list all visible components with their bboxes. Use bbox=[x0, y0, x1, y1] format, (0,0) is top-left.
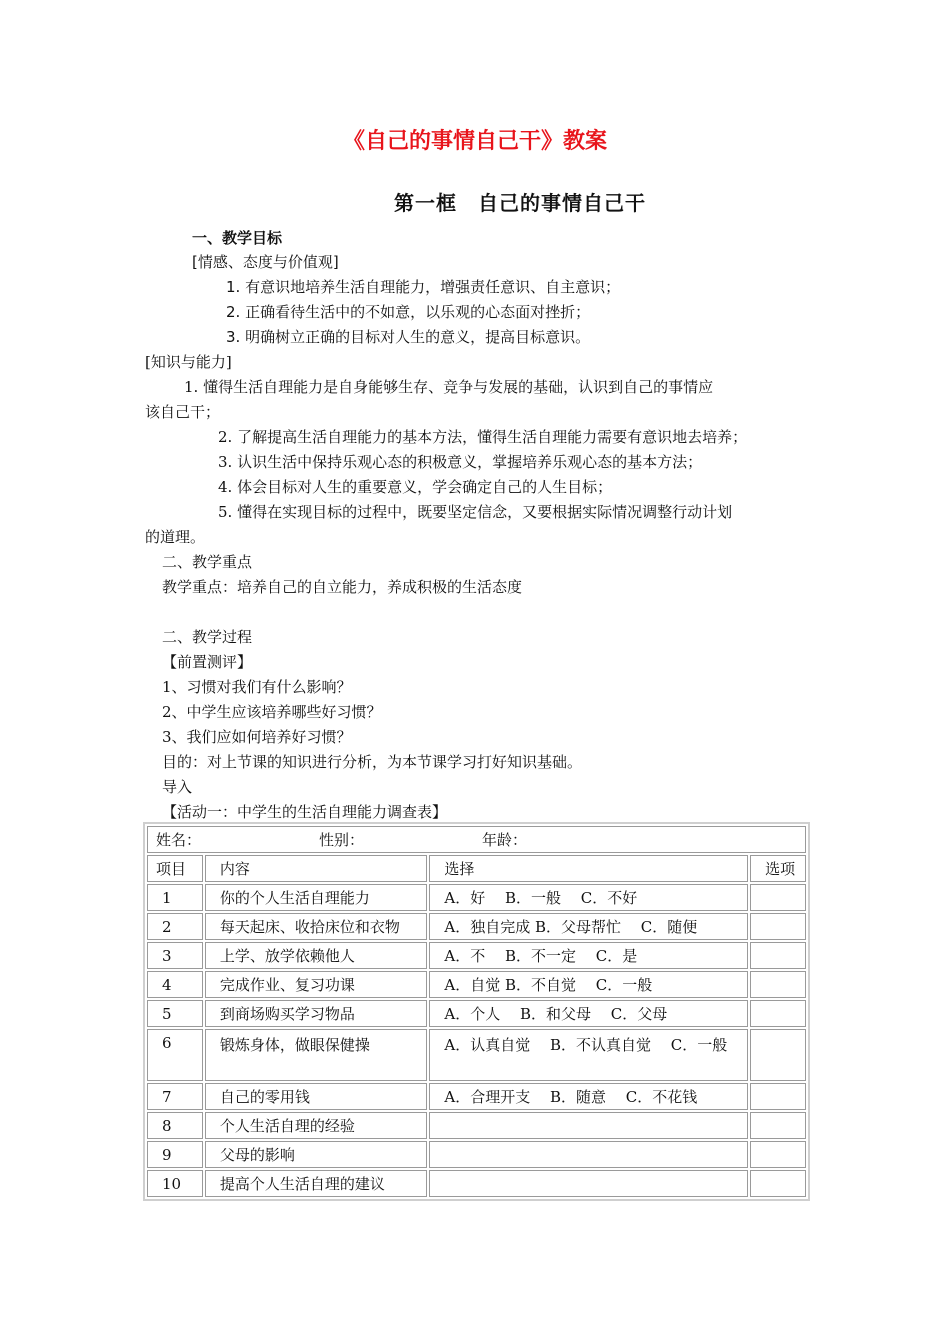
goals-heading: 一、教学目标 bbox=[192, 229, 283, 247]
focus-heading: 二、教学重点 bbox=[162, 553, 253, 571]
row-number: 1 bbox=[147, 884, 203, 911]
knowledge-item-3: 3. 认识生活中保持乐观心态的积极意义，掌握培养乐观心态的基本方法； bbox=[218, 453, 703, 471]
emotion-item-1: 1. 有意识地培养生活自理能力，增强责任意识、自主意识； bbox=[226, 278, 621, 296]
row-content: 每天起床、收拾床位和衣物 bbox=[205, 913, 428, 940]
row-content: 到商场购买学习物品 bbox=[205, 1000, 428, 1027]
section-subtitle: 第一框 自己的事情自己干 bbox=[394, 191, 646, 215]
row-choice[interactable] bbox=[429, 1141, 748, 1168]
row-number: 5 bbox=[147, 1000, 203, 1027]
row-choice: A．个人 B．和父母 C．父母 bbox=[429, 1000, 748, 1027]
table-row bbox=[147, 1083, 806, 1110]
table-row bbox=[147, 942, 806, 969]
row-option-cell[interactable] bbox=[750, 1141, 806, 1168]
row-choice[interactable] bbox=[429, 1112, 748, 1139]
row-number: 6 bbox=[147, 1029, 203, 1081]
survey-info-cell bbox=[147, 826, 806, 853]
row-choice: A．不 B．不一定 C．是 bbox=[429, 942, 748, 969]
emotion-item-2: 2. 正确看待生活中的不如意，以乐观的心态面对挫折； bbox=[226, 303, 591, 321]
row-option-cell[interactable] bbox=[750, 884, 806, 911]
survey-info-row bbox=[147, 826, 806, 853]
row-choice: A．合理开支 B．随意 C．不花钱 bbox=[429, 1083, 748, 1110]
row-option-cell[interactable] bbox=[750, 1000, 806, 1027]
intro-text: 导入 bbox=[162, 778, 193, 796]
knowledge-item-1-cont: 该自己干； bbox=[145, 403, 221, 421]
row-content: 个人生活自理的经验 bbox=[205, 1112, 428, 1139]
row-content: 父母的影响 bbox=[205, 1141, 428, 1168]
table-row bbox=[147, 1029, 806, 1081]
survey-header-row bbox=[147, 855, 806, 882]
row-number: 3 bbox=[147, 942, 203, 969]
emotion-heading: [情感、态度与价值观] bbox=[192, 253, 339, 271]
row-content: 你的个人生活自理能力 bbox=[205, 884, 428, 911]
knowledge-heading: [知识与能力] bbox=[145, 353, 232, 371]
pre-test-item-1: 1、习惯对我们有什么影响？ bbox=[162, 678, 352, 696]
row-number: 10 bbox=[147, 1170, 203, 1197]
document-title: 《自己的事情自己干》教案 bbox=[342, 129, 607, 154]
table-row bbox=[147, 884, 806, 911]
info-age-label: 年龄： bbox=[482, 831, 528, 849]
survey-table bbox=[143, 822, 810, 1201]
pre-test-item-2: 2、中学生应该培养哪些好习惯？ bbox=[162, 703, 382, 721]
table-row bbox=[147, 1112, 806, 1139]
row-number: 8 bbox=[147, 1112, 203, 1139]
row-option-cell[interactable] bbox=[750, 942, 806, 969]
header-choice: 选择 bbox=[429, 855, 748, 882]
row-content: 锻炼身体，做眼保健操 bbox=[205, 1029, 428, 1081]
header-item: 项目 bbox=[147, 855, 203, 882]
row-content: 自己的零用钱 bbox=[205, 1083, 428, 1110]
header-option: 选项 bbox=[750, 855, 806, 882]
row-content: 提高个人生活自理的建议 bbox=[205, 1170, 428, 1197]
row-option-cell[interactable] bbox=[750, 1083, 806, 1110]
row-content: 完成作业、复习功课 bbox=[205, 971, 428, 998]
header-content: 内容 bbox=[205, 855, 428, 882]
row-option-cell[interactable] bbox=[750, 1170, 806, 1197]
knowledge-item-2: 2. 了解提高生活自理能力的基本方法，懂得生活自理能力需要有意识地去培养； bbox=[218, 428, 748, 446]
table-row bbox=[147, 971, 806, 998]
activity-heading: 【活动一：中学生的生活自理能力调查表】 bbox=[162, 803, 448, 821]
row-content: 上学、放学依赖他人 bbox=[205, 942, 428, 969]
table-row bbox=[147, 1170, 806, 1197]
purpose-text: 目的：对上节课的知识进行分析，为本节课学习打好知识基础。 bbox=[162, 753, 583, 771]
table-row bbox=[147, 1141, 806, 1168]
row-number: 7 bbox=[147, 1083, 203, 1110]
info-gender-label: 性别： bbox=[319, 831, 365, 849]
emotion-item-3: 3. 明确树立正确的目标对人生的意义，提高目标意识。 bbox=[226, 328, 591, 346]
row-choice: A．独自完成 B．父母帮忙 C．随便 bbox=[429, 913, 748, 940]
row-choice: A．好 B．一般 C．不好 bbox=[429, 884, 748, 911]
row-option-cell[interactable] bbox=[750, 1112, 806, 1139]
row-option-cell[interactable] bbox=[750, 913, 806, 940]
pre-test-item-3: 3、我们应如何培养好习惯？ bbox=[162, 728, 352, 746]
knowledge-item-5-cont: 的道理。 bbox=[145, 528, 206, 546]
info-name-label: 姓名： bbox=[156, 831, 202, 849]
knowledge-item-1: 1. 懂得生活自理能力是自身能够生存、竞争与发展的基础，认识到自己的事情应 bbox=[184, 378, 714, 396]
knowledge-item-5: 5. 懂得在实现目标的过程中，既要坚定信念，又要根据实际情况调整行动计划 bbox=[218, 503, 733, 521]
knowledge-item-4: 4. 体会目标对人生的重要意义，学会确定自己的人生目标； bbox=[218, 478, 613, 496]
process-heading: 二、教学过程 bbox=[162, 628, 253, 646]
row-option-cell[interactable] bbox=[750, 971, 806, 998]
pre-test-heading: 【前置测评】 bbox=[162, 653, 253, 671]
row-number: 9 bbox=[147, 1141, 203, 1168]
row-option-cell[interactable] bbox=[750, 1029, 806, 1081]
row-number: 2 bbox=[147, 913, 203, 940]
table-row bbox=[147, 913, 806, 940]
table-row bbox=[147, 1000, 806, 1027]
row-choice: A．自觉 B．不自觉 C．一般 bbox=[429, 971, 748, 998]
row-number: 4 bbox=[147, 971, 203, 998]
focus-text: 教学重点：培养自己的自立能力，养成积极的生活态度 bbox=[162, 578, 523, 596]
row-choice[interactable] bbox=[429, 1170, 748, 1197]
row-choice: A．认真自觉 B．不认真自觉 C．一般 bbox=[429, 1029, 748, 1081]
